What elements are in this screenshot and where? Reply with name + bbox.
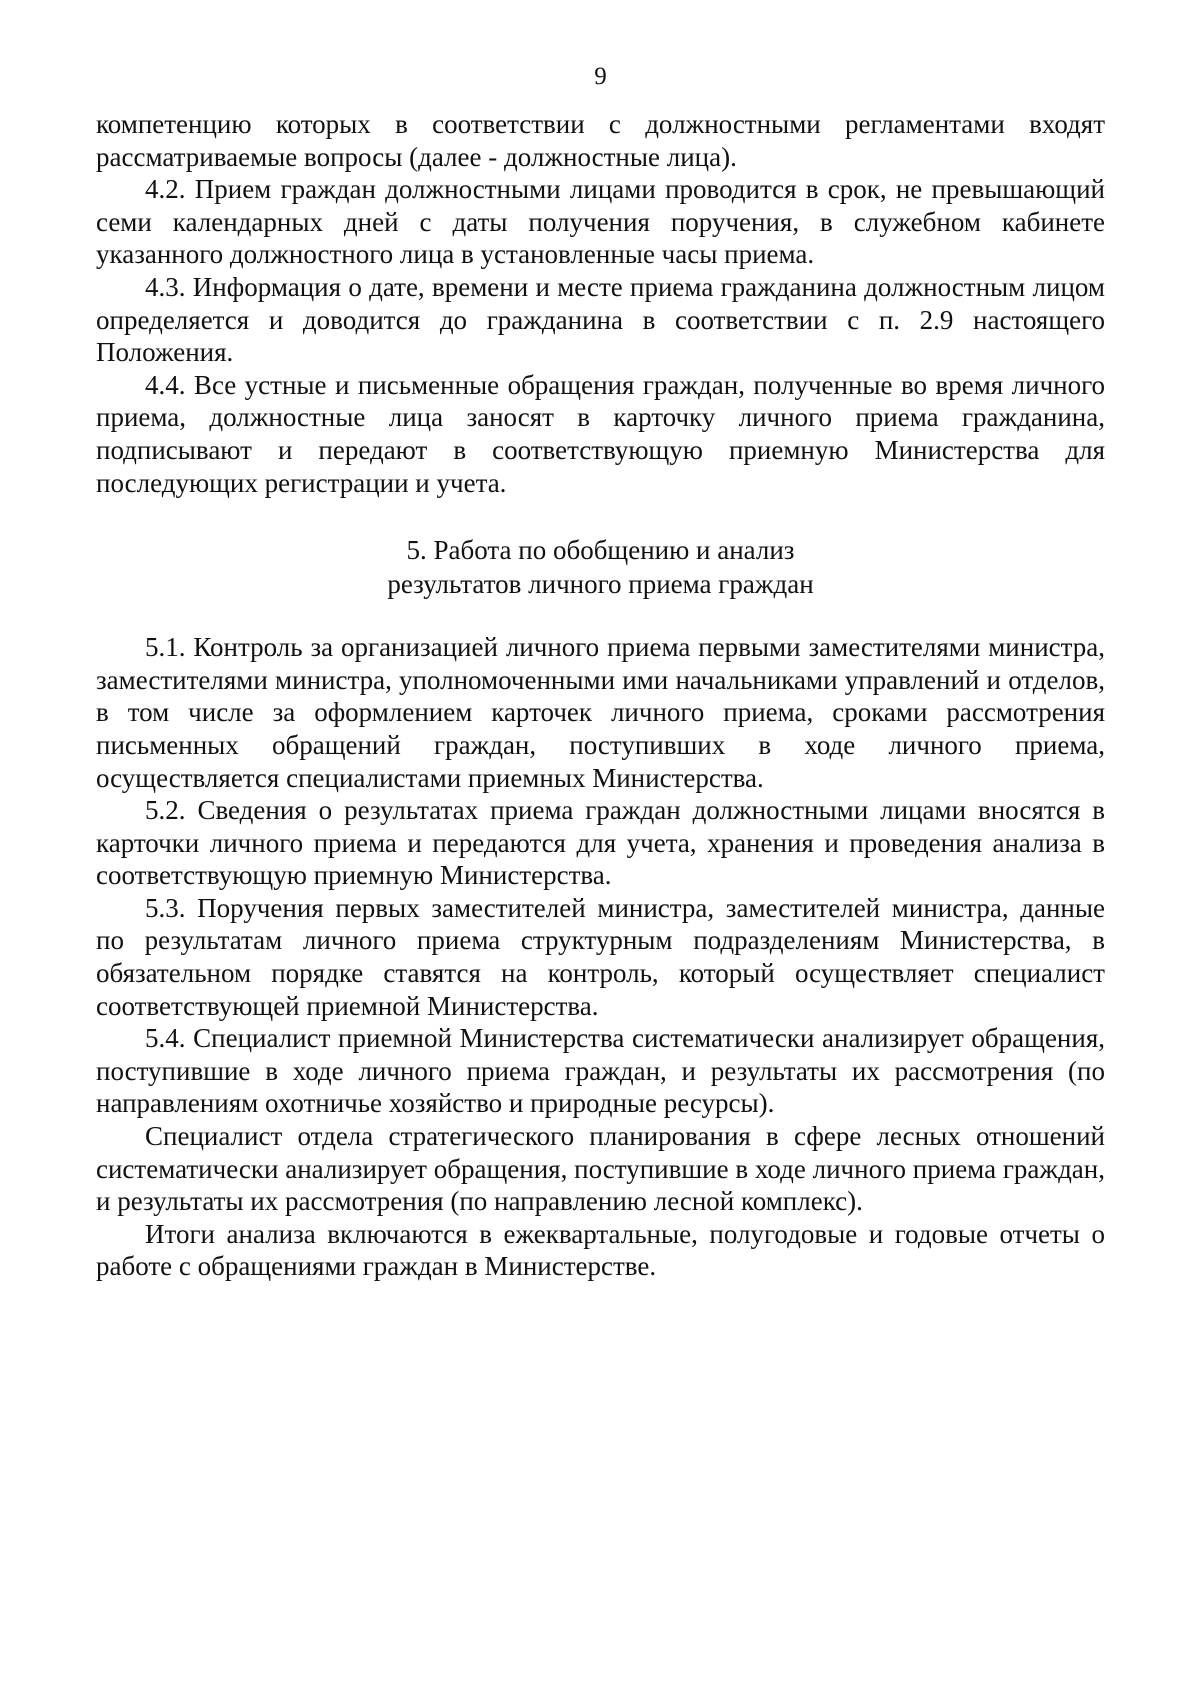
section-5-heading-line-1: 5. Работа по обобщению и анализ xyxy=(406,535,795,566)
paragraph-5-1: 5.1. Контроль за организацией личного приема первыми заместителями министра, заместителями министра, уполномоченными ими начальниками управлений и отделов, в том числе за оформлением карточек личного приема, сроками рассмотрения письменных обращений граждан, поступивших в ходе личного приема, осуществляется специалистами приемных Министерства. xyxy=(96,632,1105,793)
paragraph-continued: компетенцию которых в соответствии с должностными регламентами входят рассматриваемые вопросы (далее - должностные лица). xyxy=(96,109,1105,172)
paragraph-4-4: 4.4. Все устные и письменные обращения граждан, полученные во время личного приема, должностные лица заносят в карточку личного приема гражданина, подписывают и передают в соответствующую приемную Министерства для последующих регистрации и учета. xyxy=(96,369,1105,498)
section-5-heading-line-2: результатов личного приема граждан xyxy=(387,569,814,600)
page-number: 9 xyxy=(594,63,607,90)
section-5-heading xyxy=(96,533,1105,601)
paragraph-analysis-results: Итоги анализа включаются в ежеквартальные, полугодовые и годовые отчеты о работе с обращениями граждан в Министерстве. xyxy=(96,1218,1105,1282)
paragraph-5-2: 5.2. Сведения о результатах приема граждан должностными лицами вносятся в карточки личного приема и передаются для учета, хранения и проведения анализа в соответствующую приемную Министерства. xyxy=(96,795,1105,891)
paragraph-4-2: 4.2. Прием граждан должностными лицами проводится в срок, не превышающий семи календарных дней с даты получения поручения, в служебном кабинете указанного должностного лица в установленные часы приема. xyxy=(96,174,1105,270)
paragraph-4-3: 4.3. Информация о дате, времени и месте приема гражданина должностным лицом определяется и доводится до гражданина в соответствии с п. 2.9 настоящего Положения. xyxy=(96,271,1105,368)
paragraph-5-4: 5.4. Специалист приемной Министерства систематически анализирует обращения, поступившие в ходе личного приема граждан, и результаты их рассмотрения (по направлениям охотничье хозяйство и природные ресурсы). xyxy=(96,1023,1105,1119)
paragraph-5-3: 5.3. Поручения первых заместителей министра, заместителей министра, данные по результатам личного приема структурным подразделениям Министерства, в обязательном порядке ставятся на контроль, который осуществляет специалист соответствующей приемной Министерства. xyxy=(96,892,1105,1021)
paragraph-forestry-specialist: Специалист отдела стратегического планирования в сфере лесных отношений систематически анализирует обращения, поступившие в ходе личного приема граждан, и результаты их рассмотрения (по направлению лесной комплекс). xyxy=(96,1121,1105,1217)
